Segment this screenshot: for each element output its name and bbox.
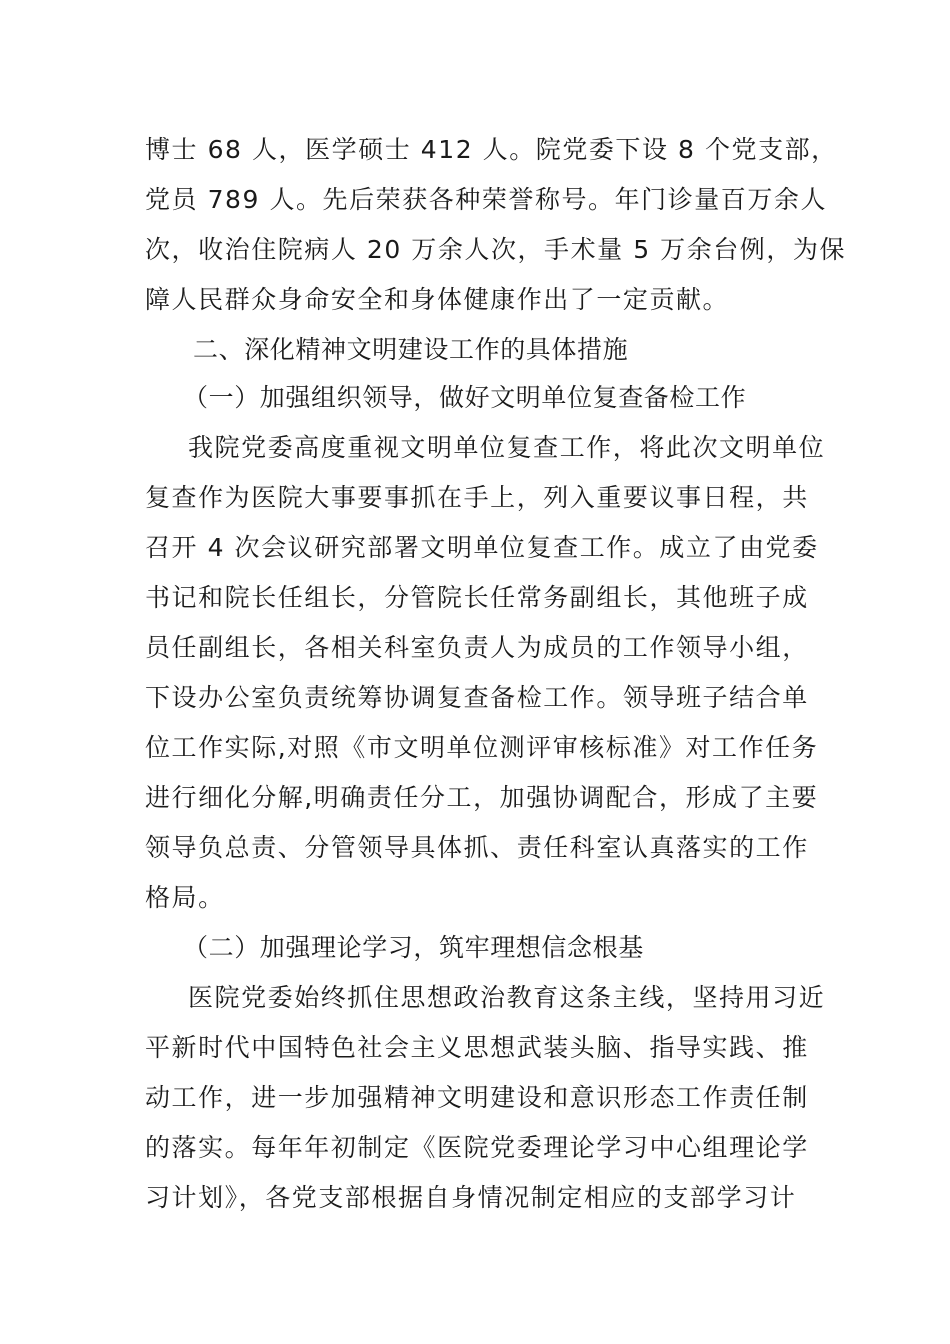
paragraph-line: 我院党委高度重视文明单位复查工作，将此次文明单位 <box>188 433 826 462</box>
paragraph-line: 进行细化分解,明确责任分工，加强协调配合，形成了主要 <box>145 783 819 812</box>
subsection-heading: （二）加强理论学习，筑牢理想信念根基 <box>183 933 644 962</box>
paragraph-line: 书记和院长任组长，分管院长任常务副组长，其他班子成 <box>145 583 809 612</box>
paragraph-line: 次，收治住院病人 20 万余人次，手术量 5 万余台例，为保 <box>145 235 847 264</box>
paragraph-line: 习计划》，各党支部根据自身情况制定相应的支部学习计 <box>145 1183 797 1212</box>
paragraph-line: 博士 68 人，医学硕士 412 人。院党委下设 8 个党支部， <box>145 135 838 164</box>
paragraph-line: 复查作为医院大事要事抓在手上，列入重要议事日程，共 <box>145 483 809 512</box>
paragraph-line: 动工作，进一步加强精神文明建设和意识形态工作责任制 <box>145 1083 809 1112</box>
paragraph-line: 位工作实际,对照《市文明单位测评审核标准》对工作任务 <box>145 733 819 762</box>
paragraph-line: 格局。 <box>145 883 225 912</box>
paragraph-line: 下设办公室负责统筹协调复查备检工作。领导班子结合单 <box>145 683 809 712</box>
paragraph-line: 医院党委始终抓住思想政治教育这条主线，坚持用习近 <box>188 983 826 1012</box>
paragraph-line: 召开 4 次会议研究部署文明单位复查工作。成立了由党委 <box>145 533 819 562</box>
section-heading: 二、深化精神文明建设工作的具体措施 <box>193 335 629 364</box>
subsection-heading: （一）加强组织领导，做好文明单位复查备检工作 <box>183 383 747 412</box>
paragraph-line: 员任副组长，各相关科室负责人为成员的工作领导小组， <box>145 633 809 662</box>
paragraph-line: 党员 789 人。先后荣获各种荣誉称号。年门诊量百万余人 <box>145 185 828 214</box>
paragraph-line: 领导负总责、分管领导具体抓、责任科室认真落实的工作 <box>145 833 809 862</box>
paragraph-line: 障人民群众身命安全和身体健康作出了一定贡献。 <box>145 285 730 314</box>
paragraph-line: 平新时代中国特色社会主义思想武装头脑、指导实践、推 <box>145 1033 809 1062</box>
paragraph-line: 的落实。每年年初制定《医院党委理论学习中心组理论学 <box>145 1133 809 1162</box>
